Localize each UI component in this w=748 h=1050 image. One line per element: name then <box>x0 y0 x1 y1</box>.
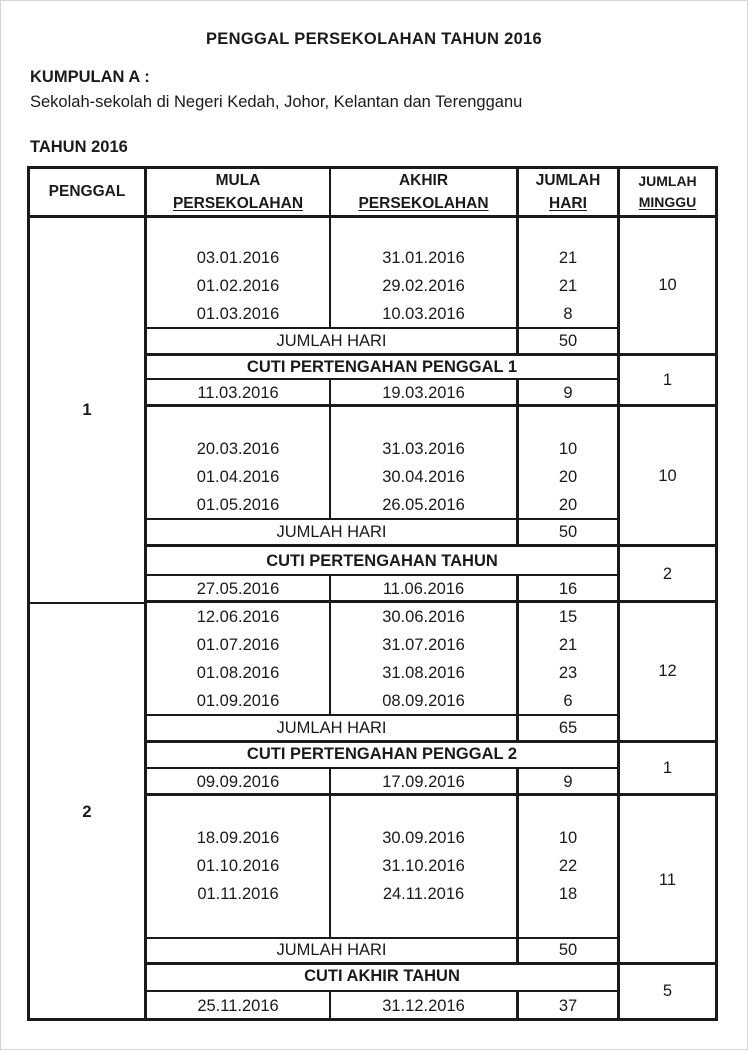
brk4-label: CUTI AKHIR TAHUN <box>304 967 460 985</box>
table-border-left <box>27 166 30 1021</box>
brk3-label: CUTI PERTENGAHAN PENGGAL 2 <box>246 745 518 763</box>
b3-r1-days: 15 <box>558 608 578 626</box>
header-minggu-1: JUMLAH <box>638 173 697 189</box>
b2-r2-days: 20 <box>558 468 578 486</box>
b3-r3-end: 31.08.2016 <box>382 664 465 682</box>
b4-r1-days: 10 <box>558 829 578 847</box>
b4-r3-start: 01.11.2016 <box>197 885 279 903</box>
brk1-bottom <box>145 404 718 407</box>
b3-r4-days: 6 <box>563 692 573 710</box>
b2-total-top <box>145 518 618 520</box>
header-mula-2: PERSEKOLAHAN <box>172 195 304 212</box>
b3-r1-end: 30.06.2016 <box>382 608 465 626</box>
b4-r3-days: 18 <box>558 885 578 903</box>
b3-r4-start: 01.09.2016 <box>196 692 280 710</box>
b1-r1-days: 21 <box>558 249 578 267</box>
b2-r1-days: 10 <box>558 440 578 458</box>
b1-r2-days: 21 <box>558 277 578 295</box>
b4-weeks: 11 <box>658 871 677 889</box>
b2-r2-end: 30.04.2016 <box>382 468 465 486</box>
brk2-line <box>145 574 618 576</box>
b1-r3-days: 8 <box>563 305 573 323</box>
brk4-weeks: 5 <box>662 982 673 1000</box>
brk3-days: 9 <box>563 773 573 791</box>
b4-r2-days: 22 <box>558 857 578 875</box>
brk3-bottom <box>145 793 718 796</box>
b1-r2-start: 01.02.2016 <box>196 277 280 295</box>
brk4-days: 37 <box>558 997 578 1015</box>
brk2-end: 11.06.2016 <box>382 580 465 598</box>
brk3-end: 17.09.2016 <box>382 773 465 791</box>
b2-r3-end: 26.05.2016 <box>382 496 465 514</box>
b4-r1-start: 18.09.2016 <box>196 829 280 847</box>
header-hari-1: JUMLAH <box>535 172 601 189</box>
b2-total-label: JUMLAH HARI <box>276 523 387 541</box>
b3-total-label: JUMLAH HARI <box>276 719 387 737</box>
header-hari-2: HARI <box>549 195 587 212</box>
brk4-start: 25.11.2016 <box>197 997 279 1015</box>
b2-bottom <box>145 544 718 547</box>
table-border-right <box>715 166 718 1021</box>
b4-bottom <box>145 962 718 965</box>
brk3-line <box>145 767 618 769</box>
brk2-bottom <box>145 600 718 603</box>
brk3-weeks: 1 <box>662 759 673 777</box>
table-border-bottom <box>27 1018 718 1021</box>
b2-weeks: 10 <box>658 467 677 485</box>
brk1-weeks: 1 <box>662 371 673 389</box>
penggal-1-label: 1 <box>82 401 92 419</box>
table-border-top <box>27 166 718 169</box>
b4-total-label: JUMLAH HARI <box>276 941 387 959</box>
b1-r1-end: 31.01.2016 <box>382 249 465 267</box>
brk4-line <box>145 990 618 992</box>
group-label: KUMPULAN A : <box>30 68 150 86</box>
brk4-end: 31.12.2016 <box>382 997 465 1015</box>
b1-r3-start: 01.03.2016 <box>196 305 280 323</box>
b1-r3-end: 10.03.2016 <box>382 305 465 323</box>
brk2-days: 16 <box>558 580 578 598</box>
document-title: PENGGAL PERSEKOLAHAN TAHUN 2016 <box>206 30 542 48</box>
brk1-label: CUTI PERTENGAHAN PENGGAL 1 <box>246 358 518 376</box>
b1-r1-start: 03.01.2016 <box>196 249 280 267</box>
b3-r4-end: 08.09.2016 <box>382 692 465 710</box>
year-label: TAHUN 2016 <box>30 138 128 156</box>
b4-total-top <box>145 937 618 939</box>
b1-r2-end: 29.02.2016 <box>382 277 465 295</box>
b2-r1-end: 31.03.2016 <box>382 440 465 458</box>
b2-r3-days: 20 <box>558 496 578 514</box>
b3-weeks: 12 <box>658 662 677 680</box>
b3-r3-start: 01.08.2016 <box>196 664 280 682</box>
b1-bottom <box>145 353 718 356</box>
header-bottom <box>27 215 718 218</box>
b4-r1-end: 30.09.2016 <box>382 829 465 847</box>
b3-bottom <box>145 740 718 743</box>
b2-total-days: 50 <box>558 523 578 541</box>
b1-weeks: 10 <box>658 276 677 294</box>
penggal-2-label: 2 <box>82 803 92 821</box>
brk1-line <box>145 378 618 380</box>
header-akhir-1: AKHIR <box>398 172 449 189</box>
penggal-divider <box>27 602 147 604</box>
b1-total-days: 50 <box>558 332 578 350</box>
brk1-end: 19.03.2016 <box>382 384 465 402</box>
header-minggu-2: MINGGU <box>638 194 697 210</box>
b2-r3-start: 01.05.2016 <box>196 496 280 514</box>
b3-r1-start: 12.06.2016 <box>196 608 280 626</box>
b1-total-top <box>145 327 618 329</box>
header-mula-1: MULA <box>215 172 261 189</box>
b3-r2-start: 01.07.2016 <box>196 636 280 654</box>
brk2-start: 27.05.2016 <box>196 580 280 598</box>
b3-r3-days: 23 <box>558 664 578 682</box>
b3-r2-days: 21 <box>558 636 578 654</box>
b2-r2-start: 01.04.2016 <box>196 468 280 486</box>
b4-r2-start: 01.10.2016 <box>196 857 280 875</box>
b3-total-days: 65 <box>558 719 578 737</box>
b1-total-label: JUMLAH HARI <box>276 332 387 350</box>
brk2-weeks: 2 <box>662 565 673 583</box>
b3-total-top <box>145 714 618 716</box>
b4-r3-end: 24.11.2016 <box>382 885 465 903</box>
brk3-start: 09.09.2016 <box>196 773 280 791</box>
brk2-label: CUTI PERTENGAHAN TAHUN <box>266 552 498 570</box>
group-description: Sekolah-sekolah di Negeri Kedah, Johor, Kelantan dan Terengganu <box>30 93 523 111</box>
header-penggal: PENGGAL <box>48 183 126 200</box>
brk1-start: 11.03.2016 <box>197 384 279 402</box>
b4-total-days: 50 <box>558 941 578 959</box>
brk1-days: 9 <box>563 384 573 402</box>
b4-r2-end: 31.10.2016 <box>382 857 465 875</box>
b3-r2-end: 31.07.2016 <box>382 636 465 654</box>
b2-r1-start: 20.03.2016 <box>196 440 280 458</box>
header-akhir-2: PERSEKOLAHAN <box>358 195 489 212</box>
